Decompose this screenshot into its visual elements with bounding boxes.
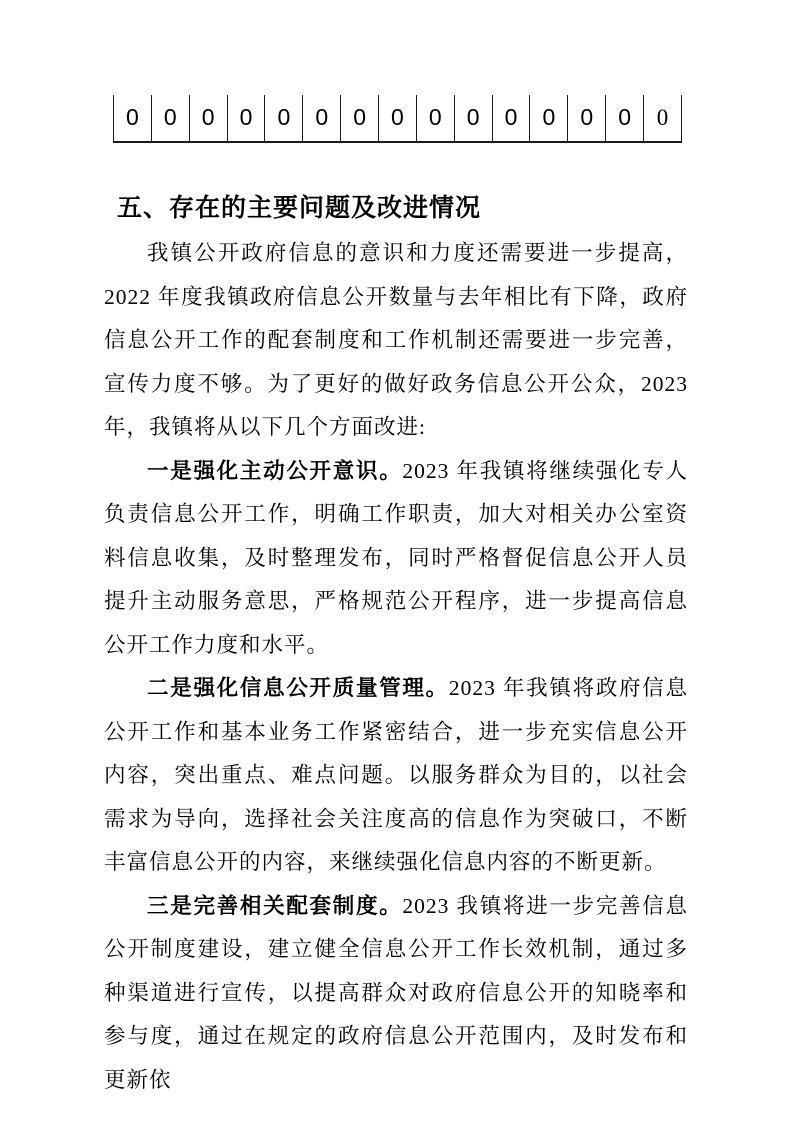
table-cell: 0	[605, 95, 643, 141]
table-cell: 0	[227, 95, 265, 141]
paragraph-text: 2023 年我镇将政府信息公开工作和基本业务工作紧密结合，进一步充实信息公开内容，突出重点、难点问题。以服务群众为目的，以社会需求为导向，选择社会关注度高的信息作为突破口，不断丰富信息公开的内容，来继续强化信息内容的不断更新。	[104, 676, 688, 874]
table-cell: 0	[492, 95, 530, 141]
paragraph	[104, 885, 688, 1103]
paragraph-lead: 一是强化主动公开意识。	[147, 458, 403, 483]
table-cell: 0	[454, 95, 492, 141]
table-cell: 0	[643, 95, 681, 141]
paragraph-text: 2023 我镇将进一步完善信息公开制度建设，建立健全信息公开工作长效机制，通过多种渠道进行宣传，以提高群众对政府信息公开的知晓率和参与度，通过在规定的政府信息公开范围内，及时发布和更新依	[104, 893, 688, 1092]
table-cell: 0	[378, 95, 416, 141]
table-cell: 0	[126, 103, 139, 130]
paragraph-lead: 二是强化信息公开质量管理。	[147, 676, 449, 700]
table-cell: 0	[340, 95, 378, 141]
paragraph	[104, 667, 688, 885]
table-cell: 0	[264, 95, 302, 141]
table-cell: 0	[189, 95, 227, 141]
table-cell: 0	[529, 95, 567, 141]
paragraph	[104, 232, 688, 450]
paragraph	[104, 450, 688, 668]
section-heading: 五、存在的主要问题及改进情况	[117, 194, 482, 222]
document-body	[104, 232, 688, 1102]
table-cell: 0	[567, 95, 605, 141]
table-cell: 0	[416, 95, 454, 141]
table-fragment	[113, 95, 682, 143]
paragraph-text: 2023 年我镇将继续强化专人负责信息公开工作，明确工作职责，加大对相关办公室资料信息收集，及时整理发布，同时严格督促信息公开人员提升主动服务意思，严格规范公开程序，进一步提高信息公开工作力度和水平。	[104, 458, 688, 657]
table-cell: 0	[302, 95, 340, 141]
table-cell: 0	[151, 95, 189, 141]
paragraph-text: 我镇公开政府信息的意识和力度还需要进一步提高，2022 年度我镇政府信息公开数量与去年相比有下降，政府信息公开工作的配套制度和工作机制还需要进一步完善，宣传力度不够。为了更好的做好政务信息公开公众，2023 年，我镇将从以下几个方面改进:	[104, 241, 688, 439]
paragraph-lead: 三是完善相关配套制度。	[147, 893, 403, 918]
